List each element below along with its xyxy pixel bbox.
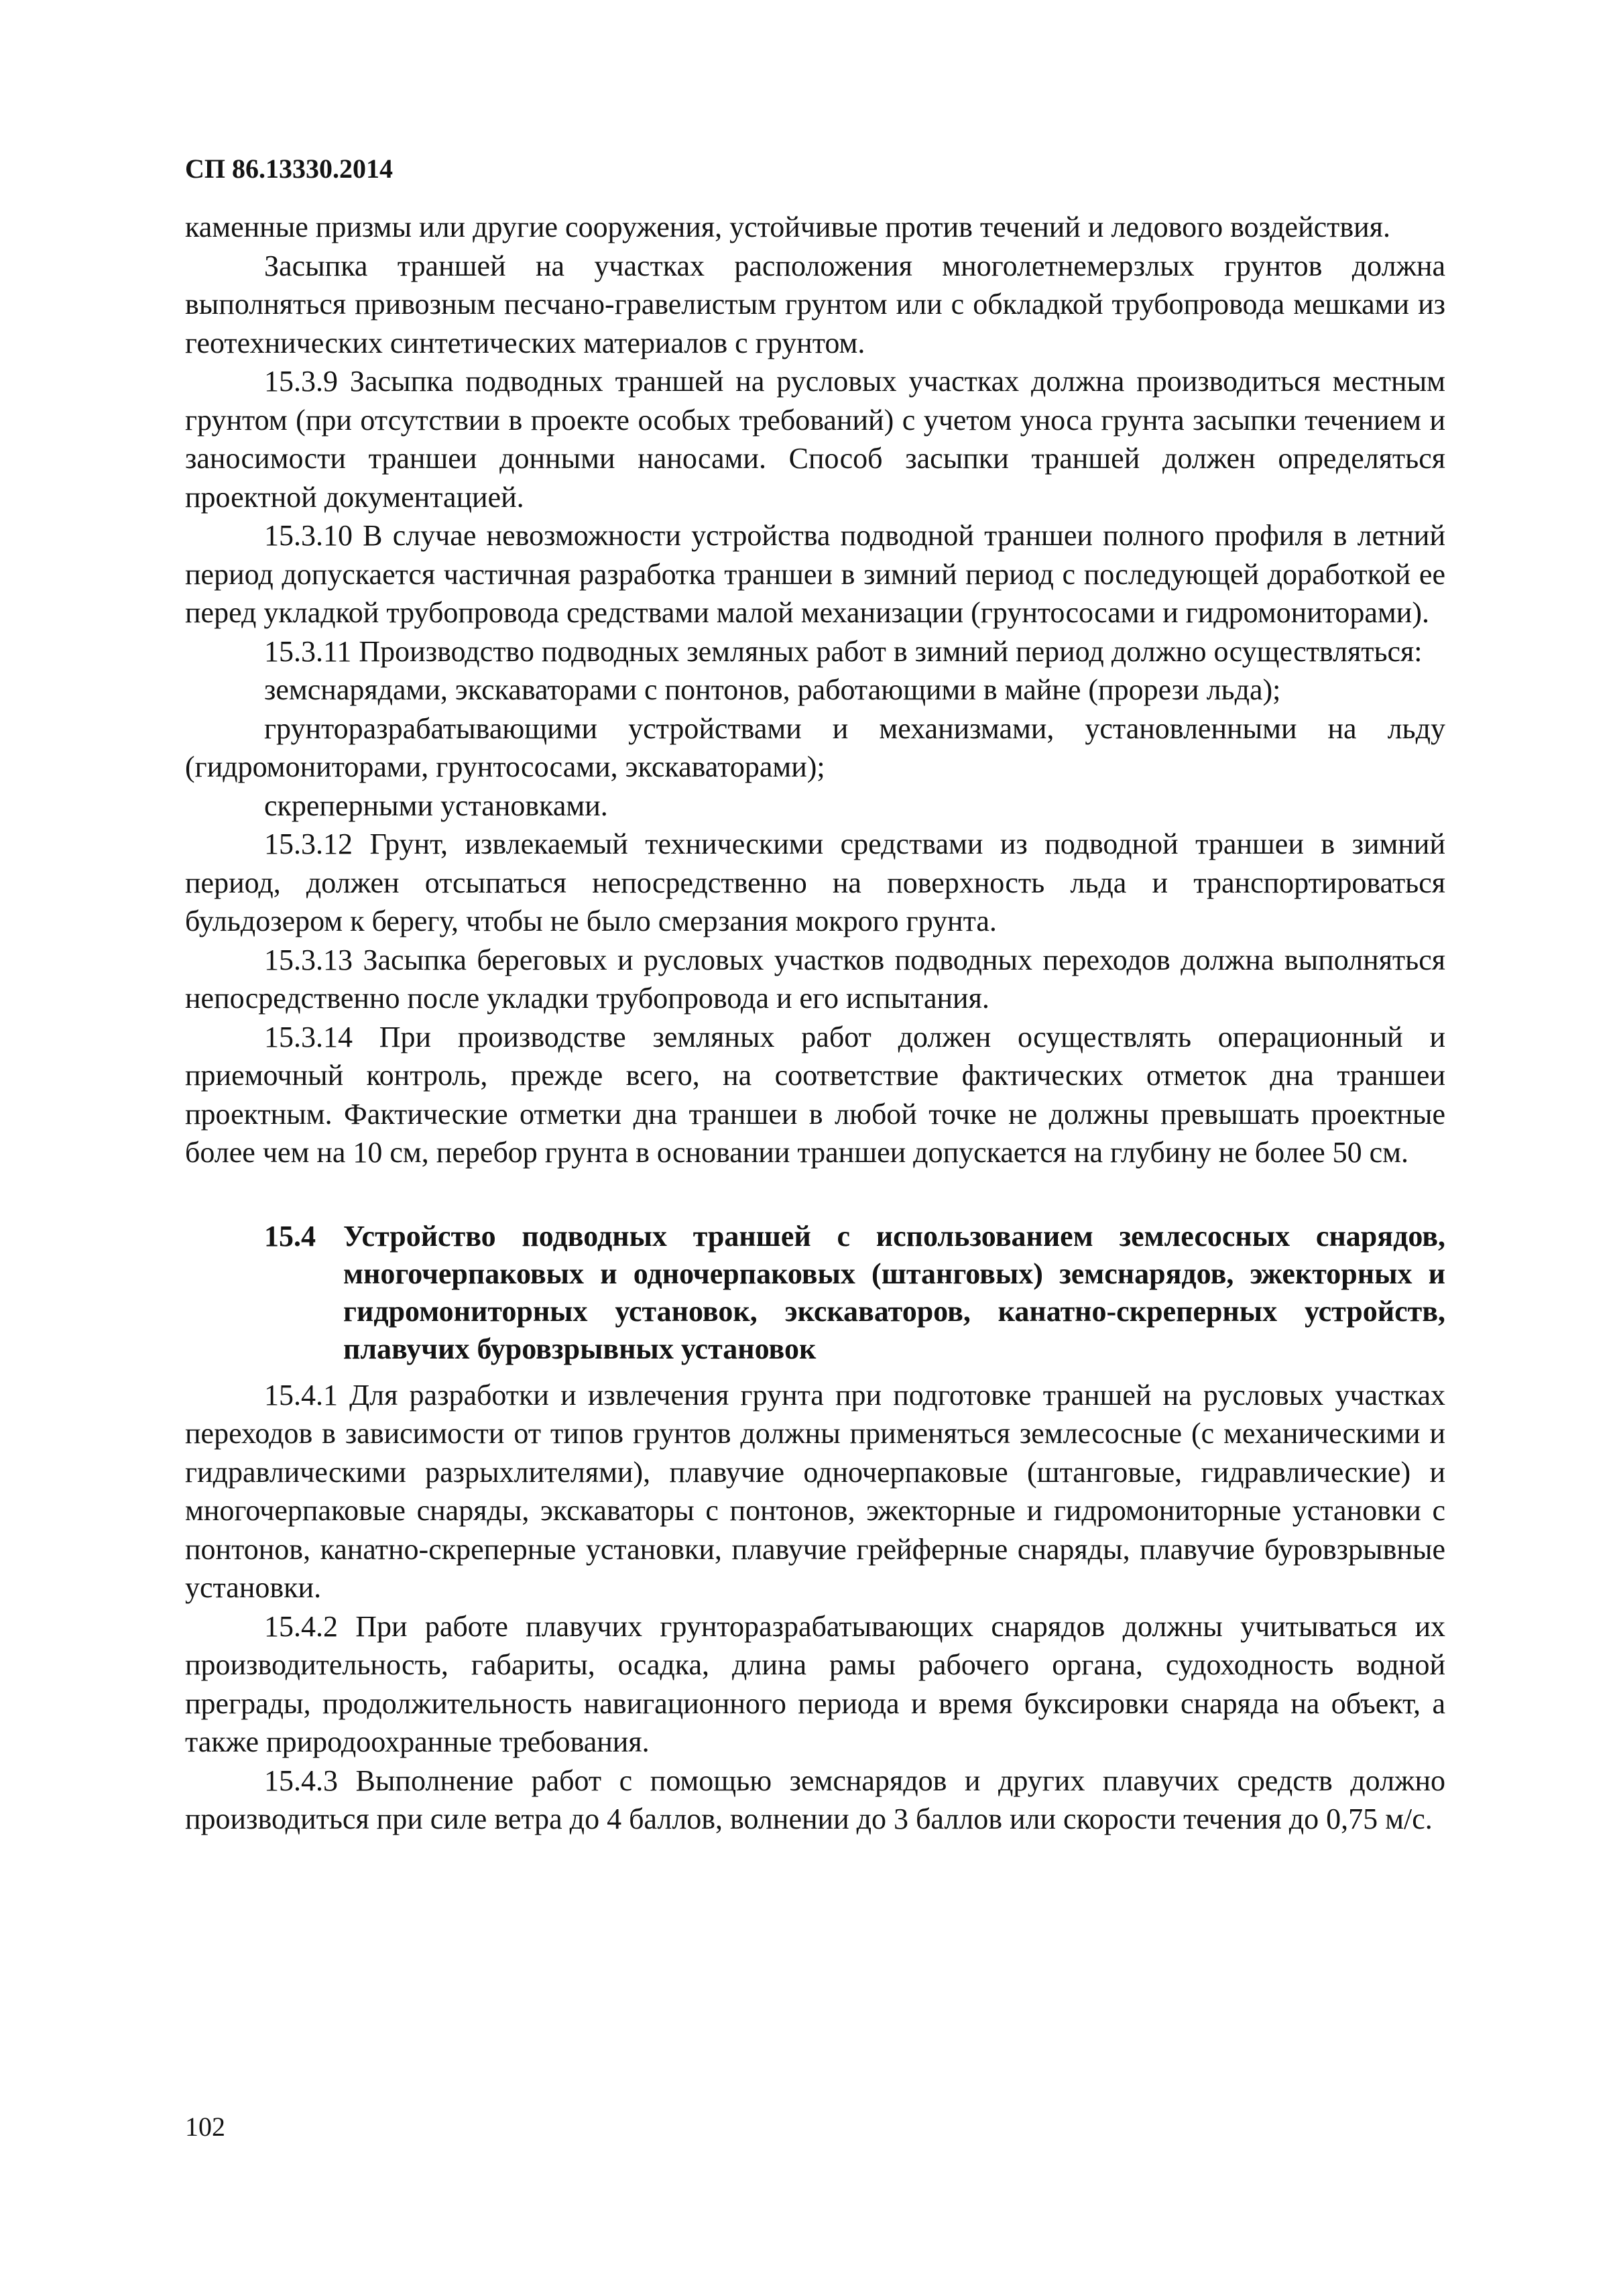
section-title: Устройство подводных траншей с использованием землесосных снарядов, многочерпаковых и одночерпаковых (штанговых) земснарядов, эжекторных и гидромониторных установок, экскаваторов, канатно-скреперных устройств, плавучих буровзрывных установок: [343, 1219, 1445, 1365]
list-item-ice-mechanisms: грунторазрабатывающими устройствами и механизмами, установленными на льду (гидромониторами, грунтососами, экскаваторами);: [185, 711, 1445, 783]
list-item-scrapers: скреперными установками.: [264, 789, 608, 822]
list-item-dredgers: земснарядами, экскаваторами с понтонов, работающими в майне (прорези льда);: [264, 673, 1281, 706]
paragraph-15-3-9: 15.3.9 Засыпка подводных траншей на русловых участках должна производиться местным грунтом (при отсутствии в проекте особых требований) с учетом уноса грунта засыпки течением и заносимости траншеи донными наносами. Способ засыпки траншей должен определяться проектной документацией.: [185, 365, 1445, 514]
paragraph-15-4-1: 15.4.1 Для разработки и извлечения грунта при подготовке траншей на русловых участках переходов в зависимости от типов грунтов должны применяться землесосные (с механическими и гидравлическими разрыхлителями), плавучие одночерпаковые (штанговые, гидравлические) и многочерпаковые снаряды, экскаваторы с понтонов, эжекторные и гидромониторные установки с понтонов, канатно-скреперные установки, плавучие грейферные снаряды, плавучие буровзрывные установки.: [185, 1378, 1445, 1604]
paragraph-15-4-2: 15.4.2 При работе плавучих грунторазрабатывающих снарядов должны учитываться их производительность, габариты, осадка, длина рамы рабочего органа, судоходность водной преграды, продолжительность навигационного периода и время буксировки снаряда на объект, а также природоохранные требования.: [185, 1609, 1445, 1758]
paragraph-15-4-3: 15.4.3 Выполнение работ с помощью земснарядов и других плавучих средств должно производиться при силе ветра до 4 баллов, волнении до 3 баллов или скорости течения до 0,75 м/с.: [185, 1764, 1445, 1835]
section-heading: [185, 1218, 1445, 1368]
paragraph-15-3-13: 15.3.13 Засыпка береговых и русловых участков подводных переходов должна выполняться непосредственно после укладки трубопровода и его испытания.: [185, 943, 1445, 1015]
paragraph-15-3-14: 15.3.14 При производстве земляных работ должен осуществлять операционный и приемочный контроль, прежде всего, на соответствие фактических отметок дна траншеи проектным. Фактические отметки дна траншеи в любой точке не должны превышать проектные более чем на 10 см, перебор грунта в основании траншеи допускается на глубину не более 50 см.: [185, 1020, 1445, 1169]
paragraph-15-3-10: 15.3.10 В случае невозможности устройства подводной траншеи полного профиля в летний период допускается частичная разработка траншеи в зимний период с последующей доработкой ее перед укладкой трубопровода средствами малой механизации (грунтососами и гидромониторами).: [185, 519, 1445, 629]
paragraph-15-3-11: 15.3.11 Производство подводных земляных работ в зимний период должно осуществляться:: [264, 634, 1423, 668]
section-number: 15.4: [264, 1219, 316, 1253]
paragraph-backfill-permafrost: Засыпка траншей на участках расположения многолетнемерзлых грунтов должна выполняться привозным песчано-гравелистым грунтом или с обкладкой трубопровода мешками из геотехнических синтетических материалов с грунтом.: [185, 249, 1445, 359]
document-code: СП 86.13330.2014: [185, 154, 393, 184]
document-body: [185, 208, 1445, 1839]
paragraph-continuation: каменные призмы или другие сооружения, устойчивые против течений и ледового воздействия.: [185, 211, 1390, 243]
page-number: 102: [185, 2112, 225, 2142]
paragraph-15-3-12: 15.3.12 Грунт, извлекаемый техническими средствами из подводной траншеи в зимний период, должен отсыпаться непосредственно на поверхность льда и транспортироваться бульдозером к берегу, чтобы не было смерзания мокрого грунта.: [185, 827, 1445, 937]
